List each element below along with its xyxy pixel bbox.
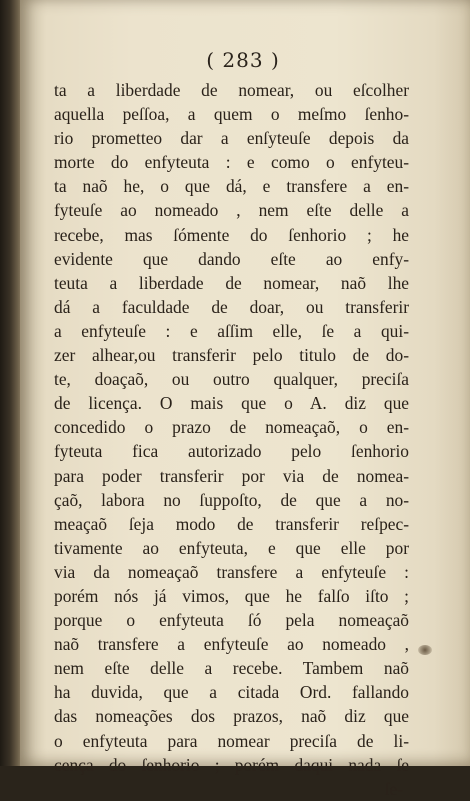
text-line: de licença. O mais que o A. diz que	[54, 393, 409, 414]
text-line: naõ transfere a enfyteuſe ao nomeado ,	[54, 634, 409, 655]
text-line: ta a liberdade de nomear, ou eſcolher	[54, 80, 409, 100]
text-line: fyteuſe ao nomeado , nem eſte delle a	[54, 200, 409, 221]
text-line: dá a faculdade de doar, ou transferir	[54, 296, 409, 317]
text-line: evidente que dando eſte ao enfy-	[54, 248, 409, 269]
book-binding-edge	[0, 0, 22, 766]
page-number: ( 283 )	[206, 48, 280, 72]
text-line: morte do enfyteuta : e como o enfyteu-	[54, 152, 409, 173]
text-line: a enfyteuſe : e aſſim elle, ſe a qui-	[54, 320, 409, 341]
text-line: porém nós já vimos, que he falſo iſto ;	[54, 585, 409, 606]
text-line: concedido o prazo de nomeaçaõ, o en-	[54, 417, 409, 438]
ink-blot-mark	[418, 645, 432, 655]
text-line: çaõ, labora no ſuppoſto, de que a no-	[54, 489, 409, 510]
text-line: para poder transferir por via de nomea-	[54, 465, 409, 486]
text-line: via da nomeaçaõ transfere a enfyteuſe :	[54, 561, 409, 582]
text-line: aquella peſſoa, a quem o meſmo ſenho-	[54, 104, 409, 125]
text-line: recebe, mas ſómente do ſenhorio ; he	[54, 224, 409, 245]
text-line: teuta a liberdade de nomear, naõ lhe	[54, 272, 409, 293]
text-line: porque o enfyteuta ſó pela nomeaçaõ	[54, 610, 409, 631]
catchword: ſe-	[384, 778, 403, 799]
text-line: das nomeações dos prazos, naõ diz que	[54, 706, 409, 727]
text-line: nem eſte delle a recebe. Tambem naõ	[54, 658, 409, 679]
text-line: fyteuta fica autorizado pelo ſenhorio	[54, 441, 409, 462]
text-line: meaçaõ ſeja modo de transferir reſpec-	[54, 513, 409, 534]
text-line: ta naõ he, o que dá, e transfere a en-	[54, 176, 409, 197]
text-line: ha duvida, que a citada Ord. fallando	[54, 682, 409, 703]
text-line: tivamente ao enfyteuta, e que elle por	[54, 537, 409, 558]
text-line: zer alhear,ou transferir pelo titulo de do-	[54, 345, 409, 366]
text-line: te, doaçaõ, ou outro qualquer, preciſa	[54, 369, 409, 390]
text-line: cença do ſenhorio ; porém daqui nada ſe	[54, 754, 409, 775]
book-page	[20, 0, 470, 799]
text-line: o enfyteuta para nomear preciſa de li-	[54, 730, 409, 751]
body-text	[54, 78, 409, 801]
text-line: rio prometteo dar a enſyteuſe depois da	[54, 128, 409, 149]
